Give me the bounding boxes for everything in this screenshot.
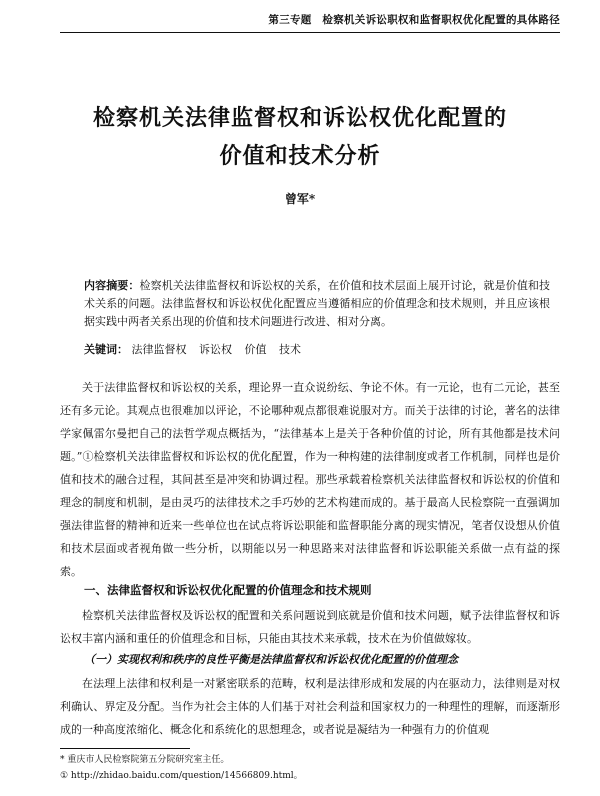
author-name: 曾军* bbox=[284, 192, 316, 206]
keywords bbox=[84, 341, 550, 359]
keyword: 价值 bbox=[244, 343, 267, 356]
footnote-link: ① http://zhidao.baidu.com/question/14566809.html。 bbox=[60, 771, 303, 781]
title-line-1: 检察机关法律监督权和诉讼权优化配置的 bbox=[92, 106, 507, 131]
running-header: 第三专题 检察机关诉讼职权和监督职权优化配置的具体路径 bbox=[268, 14, 560, 26]
subsection-heading: （一）实现权利和秩序的良性平衡是法律监督权和诉讼权优化配置的价值理念 bbox=[84, 653, 458, 666]
keyword: 技术 bbox=[279, 343, 301, 356]
abstract-text: 检察机关法律监督权和诉讼权的关系，在价值和技术层面上展开讨论，就是价值和技术关系的问题。法律监督权和诉讼权优化配置应当遵循相应的价值理念和技术规则，并且应该根据实践中两者关系出现的价值和技术问题进行改进、相对分离。 bbox=[84, 279, 551, 328]
keyword: 诉讼权 bbox=[199, 343, 232, 356]
footnote-rule bbox=[60, 748, 190, 749]
title-line-2: 价值和技术分析 bbox=[219, 144, 381, 169]
section-heading: 一、法律监督权和诉讼权优化配置的价值理念和技术规则 bbox=[84, 583, 372, 597]
section-1-body bbox=[60, 604, 560, 650]
footnote-author: * 重庆市人民检察院第五分院研究室主任。 bbox=[60, 755, 230, 765]
intro-paragraph: 关于法律监督权和诉讼权的关系，理论界一直众说纷纭、争论不休。有一元论，也有二元论，甚至还有多元论。其观点也很难加以评论，不论哪种观点都很难说服对方。而关于法律的讨论，著名的法律学家佩雷尔曼把自己的法哲学观点概括为，“法律基本上是关于各种价值的讨论，所有其他都是技术问题。”①检察机关法律监督权和诉讼权的优化配置，作为一种构建的法律制度或者工作机制，同样也是价值和技术的融合过程，其间甚至是冲突和协调过程。那些承载着检察机关法律监督权和诉讼权的价值和理念的制度和机制，是由灵巧的法律技术之手巧妙的艺术构建而成的。基于最高人民检察院一直强调加强法律监督的精神和近来一些单位也在试点将诉讼职能和监督职能分离的现实情况，笔者仅设想从价值和技术层面或者视角做一些分析，以期能以另一种思路来对法律监督和诉讼职能关系做一点有益的探索。 bbox=[60, 381, 560, 578]
intro-section bbox=[60, 376, 560, 583]
article-title bbox=[60, 100, 540, 176]
footnotes bbox=[60, 752, 560, 784]
keyword: 法律监督权 bbox=[131, 343, 187, 356]
section-paragraph: 检察机关法律监督权及诉讼权的配置和关系问题说到底就是价值和技术问题，赋予法律监督权和诉讼权丰富内涵和重任的价值理念和目标，只能由其技术来承载，技术在为价值做嫁妆。 bbox=[60, 609, 560, 645]
abstract-label: 内容摘要： bbox=[84, 279, 140, 292]
abstract bbox=[84, 277, 550, 331]
subsection-1-body bbox=[60, 672, 560, 741]
subsection-paragraph: 在法理上法律和权利是一对紧密联系的范畴，权利是法律形成和发展的内在驱动力，法律则是对权利确认、界定及分配。当作为社会主体的人们基于对社会利益和国家权力的一种理性的理解，而逐渐形成的一种高度浓缩化、概念化和系统化的思想理念，或者说是凝结为一种强有力的价值观 bbox=[60, 677, 560, 736]
keywords-label: 关键词： bbox=[84, 343, 128, 356]
header-rule bbox=[60, 32, 560, 33]
